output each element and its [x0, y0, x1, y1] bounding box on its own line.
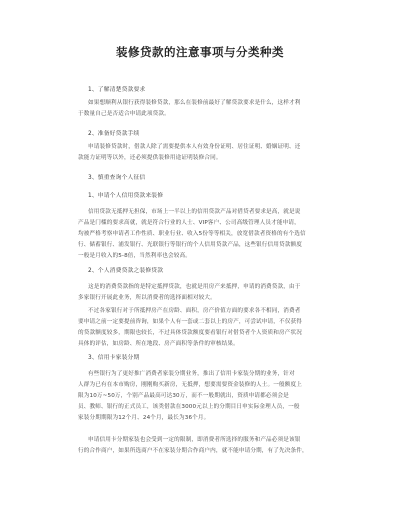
paragraph-line: 多家银行开展此业务，所以消费者的选择面相对较大。 — [78, 295, 216, 301]
paragraph-line: 产品是门槛的要求高就，就是符合行业的人士、VIP客户、公司高级管理人员才能申请， — [78, 220, 300, 226]
paragraph-line: 行的合作商户，如果所选商户不在家装分期合作商户内，就不能申请分期，有了先决条件， — [78, 448, 308, 454]
paragraph-line: 申请装修贷款时，借款人除了需要提供本人有效身份证明、居住证明、婚姻证明、还 — [88, 144, 301, 150]
paragraph-line: 家装分期期限为12个月、24个月，最长为36个月。 — [78, 415, 210, 421]
paragraph-line: 信用贷款无抵押无担保，市场上一半以上的信用贷款产品对借贷者要求是高，就是说 — [88, 209, 301, 215]
section-heading: 3、慎重查询个人征信 — [88, 175, 146, 181]
paragraph-line: 具体的评估，如房龄、所在地段、房产面积等条件的审核结果。 — [78, 341, 239, 347]
paragraph-line: 不过各家银行对于所抵押房产在房龄、面积，房产价值方面的要求各不相同，消费者 — [88, 308, 301, 314]
paragraph-line: 有些银行为了更好推广消费者家装分期业务，推出了信用卡家装分期的业务，针对 — [88, 371, 295, 377]
paragraph-line: 均被严格考察申请者工作性质、职业行业、收入5份等等相关，放宽借款者资格的有个选信 — [78, 231, 306, 237]
paragraph-line: 如果想顺利从银行获得装修贷款，那么在装修前最好了解贷款要求是什么，这样才利 — [88, 100, 301, 106]
paragraph-line: 限为10万~50万，个别产品最高可达30万，而不一般期就出，资质申请都必须会是 — [78, 393, 289, 399]
section-heading: 1、申请个人信用贷款来装修 — [88, 193, 164, 199]
paragraph-line: 行、储蓄银行、浦发银行、光联银行等银行的个人信用贷款产品，这些银行信用贷款额度 — [78, 242, 303, 248]
paragraph-line: 于数量自己是否适合申请此项贷款。 — [78, 111, 170, 117]
page-title: 装修贷款的注意事项与分类种类 — [116, 45, 284, 59]
paragraph-line: 员、教师、银行的正式员工，该类借款在3000元以上的分期目日申实际金理人员，一般 — [78, 404, 300, 410]
paragraph-line: 要申请之前一定要提前咨询，如果个人有一套或二套以上的房产，可尝试申请，不仅获得 — [78, 319, 303, 325]
paragraph-line: 人群为已有在本市购房，刚刚购买新房，无抵押，想要需要资金装修的人士。一般额度上 — [78, 382, 303, 388]
section-heading: 2、个人消费贷款之装修贷款 — [88, 268, 164, 274]
section-heading: 1、了解清楚贷款要求 — [88, 87, 146, 93]
paragraph-line: 这是的消费贷款指的是特定抵押贷款，也就是用房产来抵押，申请的消费贷款，由于 — [88, 284, 301, 290]
paragraph-line: 的贷款额度较多，期限也较长，不过具体贷款额度要看银行对借贷者个人资质和房产状况 — [78, 330, 303, 336]
section-heading: 2、准备好贷款手续 — [88, 131, 140, 137]
paragraph-line: 款能力证明等以外，还必须提供装修用途证明装修合同。 — [78, 155, 222, 161]
section-heading: 3、信用卡家装分期 — [88, 355, 140, 361]
paragraph-line: 申请信用卡分期家装也会受到一定的限制，即消费者所选择的服务和产品必须是该银 — [88, 437, 301, 443]
paragraph-line: 一般是月收入的5-8倍，当然利率也会较高。 — [78, 253, 191, 259]
